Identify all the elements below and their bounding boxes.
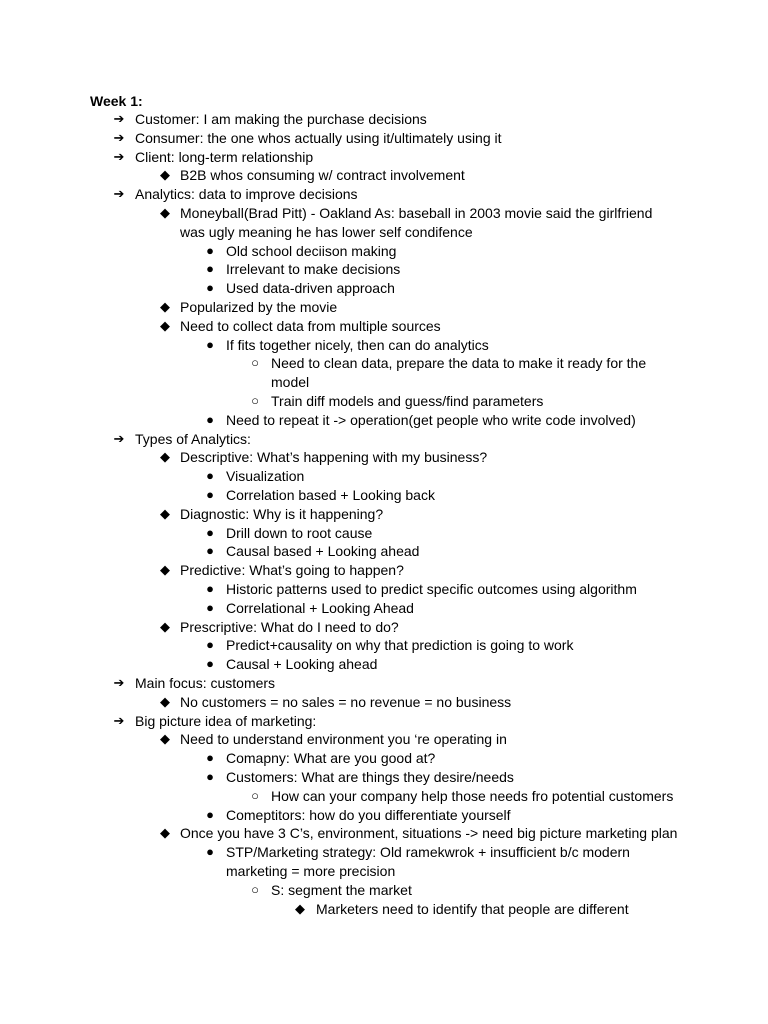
diamond-bullet-icon: ◆ [160, 299, 170, 314]
dot-bullet-icon: ● [206, 637, 214, 653]
dot-bullet-icon: ● [206, 806, 214, 822]
list-item [112, 185, 358, 204]
list-item [158, 204, 680, 242]
dot-bullet-icon: ● [206, 261, 214, 277]
list-item-text: Correlational + Looking Ahead [226, 599, 414, 616]
list-item [158, 505, 383, 524]
list-item-text: Drill down to root cause [226, 524, 373, 541]
list-item [112, 148, 313, 167]
list-item [112, 110, 427, 129]
list-item-text: Types of Analytics: [135, 430, 251, 447]
list-item-text: Big picture idea of marketing: [135, 712, 317, 729]
diamond-bullet-icon: ◆ [160, 731, 170, 747]
list-item-text: Train diff models and guess/find parameters [271, 393, 544, 409]
list-item [203, 655, 377, 674]
dot-bullet-icon: ● [206, 280, 214, 296]
arrow-bullet-icon: ➔ [113, 430, 125, 446]
dot-bullet-icon: ● [206, 336, 214, 352]
list-item-text: Predictive: What’s going to happen? [180, 562, 404, 579]
dot-bullet-icon: ● [206, 769, 214, 784]
arrow-bullet-icon: ➔ [113, 148, 125, 164]
list-item [203, 768, 514, 787]
list-item [203, 542, 419, 561]
dot-bullet-icon: ● [206, 750, 214, 766]
list-item-text: S: segment the market [271, 881, 412, 898]
list-item-text: Visualization [226, 468, 305, 485]
diamond-bullet-icon: ◆ [160, 205, 170, 220]
dot-bullet-icon: ● [206, 242, 214, 258]
list-item-text: B2B whos consuming w/ contract involvement [180, 167, 465, 184]
dot-bullet-icon: ● [206, 524, 214, 540]
arrow-bullet-icon: ➔ [113, 712, 125, 728]
list-item [293, 900, 629, 919]
list-item-text: Customer: I am making the purchase decisions [135, 111, 427, 127]
list-item-text: Comeptitors: how do you differentiate yourself [226, 806, 511, 823]
list-item-text: Predict+causality on why that prediction is going to work [226, 637, 574, 654]
list-item [203, 467, 304, 486]
list-item-text: STP/Marketing strategy: Old ramekwrok + insufficient b/c modern marketing = more precision [226, 844, 630, 879]
diamond-bullet-icon: ◆ [160, 449, 170, 465]
list-item-text: No customers = no sales = no revenue = no business [180, 693, 512, 710]
diamond-bullet-icon: ◆ [160, 317, 170, 333]
list-item [112, 129, 502, 148]
list-item [203, 636, 573, 655]
list-item [158, 298, 337, 317]
list-item [158, 166, 465, 185]
circle-bullet-icon: ○ [251, 355, 259, 371]
diamond-bullet-icon: ◆ [160, 562, 170, 578]
list-item [158, 448, 487, 467]
diamond-bullet-icon: ◆ [295, 900, 305, 916]
dot-bullet-icon: ● [206, 468, 214, 484]
list-item [203, 336, 489, 355]
list-item-text: Main focus: customers [135, 675, 276, 691]
dot-bullet-icon: ● [206, 656, 214, 672]
list-item-text: Prescriptive: What do I need to do? [180, 618, 399, 635]
list-item-text: Historic patterns used to predict specific outcomes using algorithm [226, 581, 637, 597]
dot-bullet-icon: ● [206, 411, 214, 427]
list-item-text: Need to clean data, prepare the data to make it ready for the model [271, 355, 647, 391]
list-item-text: Customers: What are things they desire/needs [226, 769, 514, 785]
list-item [203, 486, 435, 505]
dot-bullet-icon: ● [206, 487, 214, 502]
list-item [203, 806, 511, 825]
list-item [203, 580, 637, 599]
list-item [203, 599, 414, 618]
dot-bullet-icon: ● [206, 844, 214, 860]
arrow-bullet-icon: ➔ [113, 186, 125, 202]
list-item-text: Used data-driven approach [226, 280, 395, 297]
list-item-text: Correlation based + Looking back [226, 487, 435, 503]
list-item [158, 317, 441, 336]
dot-bullet-icon: ● [206, 543, 214, 559]
list-item [158, 693, 511, 712]
list-item-text: Old school deciison making [226, 242, 397, 259]
list-item-text: Need to repeat it -> operation(get people who write code involved) [226, 411, 636, 428]
arrow-bullet-icon: ➔ [113, 111, 125, 126]
list-item [158, 618, 399, 637]
list-item [158, 824, 677, 843]
diamond-bullet-icon: ◆ [160, 167, 170, 183]
list-item [203, 242, 396, 261]
list-item [112, 674, 275, 693]
list-item-text: Client: long-term relationship [135, 148, 314, 165]
circle-bullet-icon: ○ [251, 393, 259, 408]
list-item [112, 712, 316, 731]
list-item-text: If fits together nicely, then can do analytics [226, 336, 489, 353]
list-item [248, 787, 673, 806]
page-title: Week 1: [90, 93, 143, 109]
list-item-text: Descriptive: What’s happening with my business? [180, 449, 488, 466]
list-item [158, 730, 507, 749]
list-item-text: Analytics: data to improve decisions [135, 186, 358, 203]
circle-bullet-icon: ○ [251, 787, 259, 803]
list-item [248, 881, 412, 900]
list-item [203, 279, 395, 298]
list-item-text: Moneyball(Brad Pitt) - Oakland As: baseball in 2003 movie said the girlfriend was ugly meaning he has lower self condifence [180, 205, 653, 240]
list-item-text: Need to understand environment you ‘re operating in [180, 731, 507, 748]
diamond-bullet-icon: ◆ [160, 693, 170, 709]
list-item [203, 260, 400, 279]
list-item-text: Marketers need to identify that people are different [316, 900, 629, 917]
list-item [158, 561, 404, 580]
arrow-bullet-icon: ➔ [113, 675, 125, 690]
diamond-bullet-icon: ◆ [160, 505, 170, 521]
diamond-bullet-icon: ◆ [160, 825, 170, 841]
list-item-text: Causal based + Looking ahead [226, 543, 420, 560]
circle-bullet-icon: ○ [251, 881, 259, 897]
list-item [203, 524, 372, 543]
list-item-text: Comapny: What are you good at? [226, 750, 436, 767]
list-item [203, 749, 435, 768]
list-item-text: How can your company help those needs fro potential customers [271, 787, 674, 804]
list-item-text: Consumer: the one whos actually using it/ultimately using it [135, 129, 502, 146]
list-item [203, 411, 636, 430]
diamond-bullet-icon: ◆ [160, 618, 170, 634]
list-item [203, 843, 640, 881]
list-item [248, 392, 543, 411]
dot-bullet-icon: ● [206, 599, 214, 615]
list-item-text: Causal + Looking ahead [226, 656, 378, 673]
dot-bullet-icon: ● [206, 581, 214, 596]
list-item [248, 354, 650, 392]
list-item-text: Diagnostic: Why is it happening? [180, 505, 384, 522]
arrow-bullet-icon: ➔ [113, 129, 125, 145]
list-item-text: Need to collect data from multiple sources [180, 317, 441, 334]
list-item-text: Once you have 3 C’s, environment, situations -> need big picture marketing plan [180, 825, 678, 842]
list-item-text: Irrelevant to make decisions [226, 261, 401, 278]
list-item [112, 430, 251, 449]
list-item-text: Popularized by the movie [180, 299, 338, 315]
